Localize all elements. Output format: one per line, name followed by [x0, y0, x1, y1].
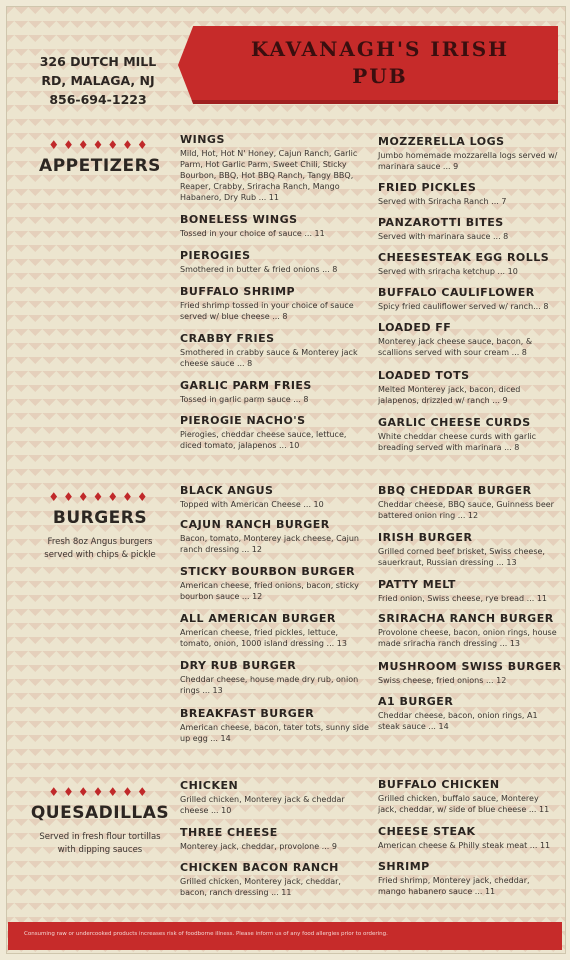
menu-item: [378, 484, 558, 521]
phone-number: 856-694-1223: [49, 92, 147, 107]
menu-item: [180, 249, 370, 275]
menu-item: [378, 135, 558, 172]
menu-item: [378, 369, 558, 406]
address-block: [28, 52, 168, 109]
item-name: PANZAROTTI BITES: [378, 216, 504, 229]
item-name: THREE CHEESE: [180, 826, 278, 839]
section-note-line-2: served with chips & pickle: [44, 550, 156, 560]
menu-item: [180, 612, 370, 649]
menu-item: [378, 181, 558, 207]
menu-item: [378, 531, 558, 568]
item-description: Tossed in garlic parm sauce ... 8: [180, 395, 309, 404]
menu-item: [378, 660, 562, 686]
item-description: American cheese, fried pickles, lettuce, tomato, onion, 1000 island dressing ... 13: [180, 628, 347, 648]
diamond-ornament-icon: ♦♦♦♦♦♦♦: [48, 785, 152, 799]
menu-item: [378, 778, 558, 815]
diamond-ornament-icon: ♦♦♦♦♦♦♦: [48, 138, 152, 152]
restaurant-name-line-1: KAVANAGH'S IRISH: [250, 37, 510, 61]
item-name: BUFFALO CHICKEN: [378, 778, 500, 791]
menu-item: [180, 414, 370, 451]
item-description: Tossed in your choice of sauce ... 11: [180, 229, 325, 238]
menu-item: [378, 695, 558, 732]
menu-item: [180, 707, 370, 744]
section-title: APPETIZERS: [39, 156, 161, 176]
item-name: CHEESESTEAK EGG ROLLS: [378, 251, 550, 264]
item-name: LOADED FF: [378, 321, 452, 334]
menu-item: [180, 826, 370, 852]
menu-item: [180, 779, 370, 816]
quesadillas-heading: [26, 785, 174, 857]
item-description: Grilled corned beef brisket, Swiss cheese, sauerkraut, Russian dressing ... 13: [378, 547, 545, 567]
item-name: MOZZERELLA LOGS: [378, 135, 505, 148]
menu-item: [378, 860, 558, 897]
item-name: SRIRACHA RANCH BURGER: [378, 612, 554, 625]
item-description: Grilled chicken, buffalo sauce, Monterey jack, cheddar, w/ side of blue cheese ... 11: [378, 794, 550, 814]
item-description: American cheese & Philly steak meat ... 11: [378, 841, 551, 850]
item-name: STICKY BOURBON BURGER: [180, 565, 356, 578]
item-name: BONELESS WINGS: [180, 213, 298, 226]
footer-disclaimer: Consuming raw or undercooked products increases risk of foodborne illness. Please inform us of any food allergies prior to ordering.: [24, 931, 388, 937]
menu-item: [180, 379, 370, 405]
item-description: Monterey jack, cheddar, provolone ... 9: [180, 842, 337, 851]
item-name: CHEESE STEAK: [378, 825, 476, 838]
item-description: Fried shrimp tossed in your choice of sauce served w/ blue cheese ... 8: [180, 301, 354, 321]
menu-item: [378, 216, 558, 242]
item-name: PIEROGIES: [180, 249, 251, 262]
footer-banner: [8, 922, 562, 950]
item-description: Cheddar cheese, bacon, onion rings, A1 steak sauce ... 14: [378, 711, 538, 731]
section-note: [26, 536, 174, 562]
menu-item: [180, 565, 370, 602]
menu-item: [180, 861, 370, 898]
address-line-2: RD, MALAGA, NJ: [41, 73, 155, 88]
menu-item: [180, 332, 370, 369]
item-name: BBQ CHEDDAR BURGER: [378, 484, 532, 497]
section-note-line-1: Served in fresh flour tortillas: [39, 832, 161, 842]
item-description: Smothered in crabby sauce & Monterey jack cheese sauce ... 8: [180, 348, 358, 368]
item-description: Monterey jack cheese sauce, bacon, & scallions served with sour cream ... 8: [378, 337, 533, 357]
item-name: GARLIC PARM FRIES: [180, 379, 312, 392]
menu-item: [180, 285, 370, 322]
item-name: CHICKEN: [180, 779, 239, 792]
item-name: DRY RUB BURGER: [180, 659, 297, 672]
item-name: BLACK ANGUS: [180, 484, 274, 497]
item-name: CRABBY FRIES: [180, 332, 275, 345]
item-description: Grilled chicken, Monterey jack & cheddar cheese ... 10: [180, 795, 345, 815]
item-description: Fried shrimp, Monterey jack, cheddar, mango habanero sauce ... 11: [378, 876, 530, 896]
item-description: Served with marinara sauce ... 8: [378, 232, 509, 241]
address-line-1: 326 DUTCH MILL: [39, 54, 157, 69]
item-description: Cheddar cheese, BBQ sauce, Guinness beer battered onion ring ... 12: [378, 500, 554, 520]
item-name: A1 BURGER: [378, 695, 454, 708]
item-description: Fried onion, Swiss cheese, rye bread ... 11: [378, 594, 547, 603]
item-description: Swiss cheese, fried onions ... 12: [378, 676, 507, 685]
menu-item: [180, 484, 370, 510]
restaurant-name: [215, 36, 545, 90]
item-description: White cheddar cheese curds with garlic breading served with marinara ... 8: [378, 432, 537, 452]
item-description: Jumbo homemade mozzarella logs served w/ marinara sauce ... 9: [378, 151, 558, 171]
item-name: ALL AMERICAN BURGER: [180, 612, 336, 625]
section-title: QUESADILLAS: [30, 803, 170, 823]
section-note-line-1: Fresh 8oz Angus burgers: [47, 537, 153, 547]
burgers-heading: [26, 490, 174, 562]
menu-item: [378, 286, 558, 312]
item-description: American cheese, bacon, tater tots, sunny side up egg ... 14: [180, 723, 369, 743]
diamond-ornament-icon: ♦♦♦♦♦♦♦: [48, 490, 152, 504]
menu-item: [180, 213, 370, 239]
appetizers-heading: [26, 138, 174, 176]
item-description: Melted Monterey jack, bacon, diced jalapenos, drizzled w/ ranch ... 9: [378, 385, 521, 405]
menu-item: [378, 578, 558, 604]
menu-item: [180, 133, 370, 203]
item-name: FRIED PICKLES: [378, 181, 477, 194]
item-name: BUFFALO SHRIMP: [180, 285, 296, 298]
menu-item: [378, 825, 558, 851]
item-description: Smothered in butter & fried onions ... 8: [180, 265, 338, 274]
item-description: Spicy fried cauliflower served w/ ranch... 8: [378, 302, 549, 311]
item-name: CAJUN RANCH BURGER: [180, 518, 330, 531]
item-description: Served with Sriracha Ranch ... 7: [378, 197, 507, 206]
item-name: PIEROGIE NACHO'S: [180, 414, 306, 427]
item-description: Served with sriracha ketchup ... 10: [378, 267, 518, 276]
item-name: PATTY MELT: [378, 578, 456, 591]
item-description: Cheddar cheese, house made dry rub, onion rings ... 13: [180, 675, 359, 695]
item-description: Topped with American Cheese ... 10: [180, 500, 324, 509]
menu-item: [180, 659, 370, 696]
item-name: IRISH BURGER: [378, 531, 473, 544]
item-name: LOADED TOTS: [378, 369, 470, 382]
item-description: Bacon, tomato, Monterey jack cheese, Cajun ranch dressing ... 12: [180, 534, 359, 554]
item-name: GARLIC CHEESE CURDS: [378, 416, 531, 429]
restaurant-name-line-2: PUB: [352, 64, 408, 88]
menu-item: [378, 416, 558, 453]
section-note: [26, 831, 174, 857]
section-title: BURGERS: [52, 508, 148, 528]
item-description: Provolone cheese, bacon, onion rings, house made sriracha ranch dressing ... 13: [378, 628, 557, 648]
menu-item: [180, 518, 370, 555]
item-description: Pierogies, cheddar cheese sauce, lettuce, diced tomato, jalapenos ... 10: [180, 430, 347, 450]
item-name: BUFFALO CAULIFLOWER: [378, 286, 535, 299]
item-description: American cheese, fried onions, bacon, sticky bourbon sauce ... 12: [180, 581, 359, 601]
menu-item: [378, 321, 558, 358]
menu-item: [378, 251, 558, 277]
item-description: Grilled chicken, Monterey jack, cheddar, bacon, ranch dressing ... 11: [180, 877, 341, 897]
item-name: SHRIMP: [378, 860, 430, 873]
item-name: WINGS: [180, 133, 225, 146]
item-name: MUSHROOM SWISS BURGER: [378, 660, 562, 673]
item-description: Mild, Hot, Hot N' Honey, Cajun Ranch, Garlic Parm, Hot Garlic Parm, Sweet Chili, Sticky Bourbon, BBQ, Hot BBQ Ranch, Tangy BBQ, Reaper, Crabby, Sriracha Ranch, Mango Habanero, Dry Rub ... 11: [180, 149, 358, 202]
item-name: CHICKEN BACON RANCH: [180, 861, 339, 874]
menu-item: [378, 612, 558, 649]
section-note-line-2: with dipping sauces: [57, 845, 143, 855]
item-name: BREAKFAST BURGER: [180, 707, 315, 720]
